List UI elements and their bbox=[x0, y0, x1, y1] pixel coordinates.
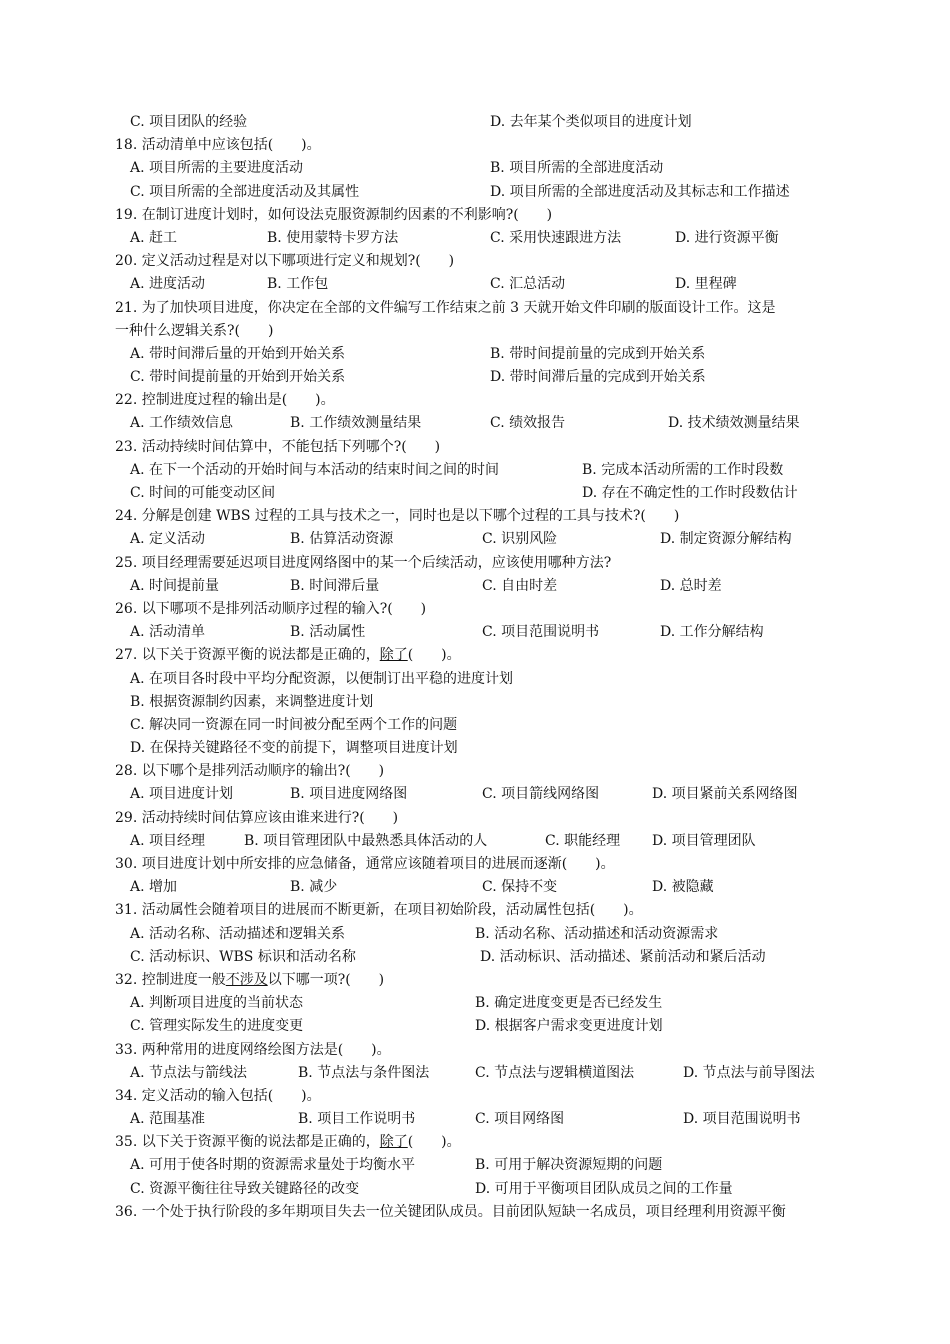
answer-option: D. 制定资源分解结构 bbox=[660, 531, 792, 548]
answer-option: C. 采用快速跟进方法 bbox=[490, 229, 622, 246]
answer-option: A. 项目经理 bbox=[130, 832, 206, 849]
option-row bbox=[0, 621, 950, 644]
answer-option: A. 时间提前量 bbox=[130, 577, 220, 594]
option-row bbox=[0, 1015, 950, 1038]
answer-option: D. 工作分解结构 bbox=[660, 624, 764, 641]
question-text: 24. 分解是创建 WBS 过程的工具与技术之一，同时也是以下哪个过程的工具与技术?( ) bbox=[115, 508, 680, 525]
answer-option: B. 工作包 bbox=[267, 276, 329, 293]
question-text: 22. 控制进度过程的输出是( )。 bbox=[115, 392, 335, 409]
option-row bbox=[0, 575, 950, 598]
question-text-part: 32. 控制进度一般 bbox=[115, 971, 226, 988]
answer-option: A. 工作绩效信息 bbox=[130, 415, 234, 432]
answer-option: C. 项目网络图 bbox=[475, 1111, 565, 1128]
answer-option: B. 活动属性 bbox=[290, 624, 366, 641]
option-row bbox=[0, 181, 950, 204]
option-row bbox=[0, 343, 950, 366]
underlined-emphasis: 除了 bbox=[379, 1134, 408, 1151]
option-row bbox=[0, 923, 950, 946]
option-row bbox=[0, 412, 950, 435]
answer-option: D. 里程碑 bbox=[675, 276, 737, 293]
option-row bbox=[0, 111, 950, 134]
answer-option: C. 识别风险 bbox=[482, 531, 558, 548]
question-text: 30. 项目进度计划中所安排的应急储备，通常应该随着项目的进展而逐渐( )。 bbox=[115, 856, 615, 872]
question-text-part: 27. 以下关于资源平衡的说法都是正确的， bbox=[115, 647, 380, 664]
answer-option: B. 项目所需的全部进度活动 bbox=[490, 160, 664, 177]
underlined-emphasis: 不涉及 bbox=[225, 971, 268, 988]
answer-option: A. 判断项目进度的当前状态 bbox=[130, 995, 304, 1012]
answer-option: C. 汇总活动 bbox=[490, 276, 566, 293]
question-text bbox=[0, 1131, 950, 1154]
answer-option: A. 范围基准 bbox=[130, 1111, 206, 1128]
question-text: 26. 以下哪项不是排列活动顺序过程的输入?( ) bbox=[115, 600, 427, 617]
option-row bbox=[0, 992, 950, 1015]
question-text-part: ( )。 bbox=[407, 1134, 461, 1151]
answer-option: D. 节点法与前导图法 bbox=[683, 1064, 815, 1081]
document-page bbox=[0, 111, 950, 1224]
answer-option: C. 资源平衡往往导致关键路径的改变 bbox=[130, 1180, 360, 1197]
answer-option: B. 带时间提前量的完成到开始关系 bbox=[490, 345, 706, 362]
answer-option: D. 项目所需的全部进度活动及其标志和工作描述 bbox=[490, 183, 790, 200]
question-text: 19. 在制订进度计划时，如何设法克服资源制约因素的不利影响?( ) bbox=[115, 206, 553, 223]
option-row bbox=[0, 273, 950, 296]
question-text: 25. 项目经理需要延迟项目进度网络图中的某一个后续活动，应该使用哪种方法? bbox=[115, 554, 612, 571]
answer-option: D. 去年某个类似项目的进度计划 bbox=[490, 114, 692, 130]
option-row bbox=[0, 1178, 950, 1201]
answer-option: B. 减少 bbox=[290, 879, 338, 896]
answer-option: C. 职能经理 bbox=[545, 832, 621, 849]
answer-option: B. 确定进度变更是否已经发生 bbox=[475, 995, 663, 1012]
answer-option: C. 保持不变 bbox=[482, 879, 558, 896]
answer-option: B. 估算活动资源 bbox=[290, 531, 394, 548]
question-text-part: 以下哪一项?( ) bbox=[267, 971, 385, 988]
question-text: 29. 活动持续时间估算应该由谁来进行?( ) bbox=[115, 809, 399, 826]
answer-option: D. 在保持关键路径不变的前提下，调整项目进度计划 bbox=[130, 740, 458, 757]
answer-option: B. 活动名称、活动描述和活动资源需求 bbox=[475, 925, 719, 942]
answer-option: C. 自由时差 bbox=[482, 577, 558, 594]
answer-option: D. 项目范围说明书 bbox=[683, 1111, 801, 1128]
answer-option: C. 时间的可能变动区间 bbox=[130, 485, 276, 501]
answer-option: A. 在项目各时段中平均分配资源，以便制订出平稳的进度计划 bbox=[130, 670, 514, 687]
answer-option: B. 根据资源制约因素，来调整进度计划 bbox=[130, 693, 374, 710]
question-text: 33. 两种常用的进度网络绘图方法是( )。 bbox=[115, 1041, 391, 1058]
answer-option: A. 节点法与箭线法 bbox=[130, 1064, 248, 1081]
answer-option: D. 存在不确定性的工作时段数估计 bbox=[582, 485, 798, 501]
answer-option: D. 根据客户需求变更进度计划 bbox=[475, 1018, 663, 1035]
answer-option: D. 项目紧前关系网络图 bbox=[652, 786, 798, 803]
question-text bbox=[0, 644, 950, 667]
answer-option: A. 项目进度计划 bbox=[130, 786, 234, 803]
option-row bbox=[0, 459, 950, 482]
answer-option: B. 使用蒙特卡罗方法 bbox=[267, 229, 399, 246]
question-text: 31. 活动属性会随着项目的进展而不断更新，在项目初始阶段，活动属性包括( )。 bbox=[115, 902, 643, 919]
question-text: 21. 为了加快项目进度，你决定在全部的文件编写工作结束之前 3 天就开始文件印刷的版面设计工作。这是 bbox=[115, 299, 776, 316]
underlined-emphasis: 除了 bbox=[379, 647, 408, 664]
option-row bbox=[0, 227, 950, 250]
answer-option: A. 活动清单 bbox=[130, 624, 206, 641]
answer-option: D. 总时差 bbox=[660, 577, 722, 594]
option-row bbox=[0, 830, 950, 853]
answer-option: C. 管理实际发生的进度变更 bbox=[130, 1018, 304, 1035]
answer-option: D. 进行资源平衡 bbox=[675, 229, 779, 246]
question-text: 18. 活动清单中应该包括( )。 bbox=[115, 137, 321, 154]
answer-option: C. 项目团队的经验 bbox=[130, 114, 248, 130]
answer-option: D. 活动标识、活动描述、紧前活动和紧后活动 bbox=[480, 948, 766, 965]
question-text bbox=[0, 969, 950, 992]
answer-option: B. 工作绩效测量结果 bbox=[290, 415, 422, 432]
answer-option: A. 进度活动 bbox=[130, 276, 206, 293]
answer-option: B. 项目工作说明书 bbox=[298, 1111, 416, 1128]
question-text: 36. 一个处于执行阶段的多年期项目失去一位关键团队成员。目前团队短缺一名成员，项目经理利用资源平衡 bbox=[115, 1203, 786, 1220]
question-text: 28. 以下哪个是排列活动顺序的输出?( ) bbox=[115, 763, 385, 780]
answer-option: C. 带时间提前量的开始到开始关系 bbox=[130, 369, 346, 386]
answer-option: B. 完成本活动所需的工作时段数 bbox=[582, 461, 784, 478]
question-text-part: ( )。 bbox=[407, 647, 461, 664]
answer-option: A. 增加 bbox=[130, 879, 178, 896]
answer-option: C. 解决同一资源在同一时间被分配至两个工作的问题 bbox=[130, 716, 458, 733]
answer-option: B. 可用于解决资源短期的问题 bbox=[475, 1157, 663, 1174]
option-row bbox=[0, 876, 950, 899]
question-text: 一种什么逻辑关系?( ) bbox=[115, 322, 274, 339]
option-row bbox=[0, 1108, 950, 1131]
answer-option: A. 带时间滞后量的开始到开始关系 bbox=[130, 345, 346, 362]
answer-option: D. 项目管理团队 bbox=[652, 832, 756, 849]
answer-option: B. 时间滞后量 bbox=[290, 577, 380, 594]
answer-option: C. 活动标识、WBS 标识和活动名称 bbox=[130, 948, 356, 965]
answer-option: A. 赶工 bbox=[130, 229, 178, 246]
question-text-part: 35. 以下关于资源平衡的说法都是正确的， bbox=[115, 1134, 380, 1151]
answer-option: A. 定义活动 bbox=[130, 531, 206, 548]
answer-option: D. 被隐藏 bbox=[652, 879, 714, 896]
question-text: 34. 定义活动的输入包括( )。 bbox=[115, 1087, 321, 1104]
option-row bbox=[0, 946, 950, 969]
answer-option: D. 技术绩效测量结果 bbox=[668, 415, 800, 432]
option-row bbox=[0, 482, 950, 505]
answer-option: B. 项目进度网络图 bbox=[290, 786, 408, 803]
option-row bbox=[0, 366, 950, 389]
answer-option: A. 可用于使各时期的资源需求量处于均衡水平 bbox=[130, 1157, 416, 1174]
answer-option: A. 在下一个活动的开始时间与本活动的结束时间之间的时间 bbox=[130, 461, 500, 478]
question-text: 20. 定义活动过程是对以下哪项进行定义和规划?( ) bbox=[115, 253, 455, 270]
option-row bbox=[0, 157, 950, 180]
option-row bbox=[0, 1154, 950, 1177]
option-row bbox=[0, 528, 950, 551]
answer-option: D. 带时间滞后量的完成到开始关系 bbox=[490, 369, 706, 386]
option-row bbox=[0, 1062, 950, 1085]
answer-option: B. 项目管理团队中最熟悉具体活动的人 bbox=[244, 832, 488, 849]
question-text: 23. 活动持续时间估算中，不能包括下列哪个?( ) bbox=[115, 438, 441, 455]
answer-option: B. 节点法与条件图法 bbox=[298, 1064, 430, 1081]
answer-option: C. 绩效报告 bbox=[490, 415, 566, 432]
answer-option: C. 节点法与逻辑横道图法 bbox=[475, 1064, 635, 1081]
answer-option: C. 项目所需的全部进度活动及其属性 bbox=[130, 183, 360, 200]
answer-option: C. 项目箭线网络图 bbox=[482, 786, 600, 803]
answer-option: C. 项目范围说明书 bbox=[482, 624, 600, 641]
answer-option: A. 项目所需的主要进度活动 bbox=[130, 160, 304, 177]
answer-option: D. 可用于平衡项目团队成员之间的工作量 bbox=[475, 1180, 733, 1197]
option-row bbox=[0, 783, 950, 806]
answer-option: A. 活动名称、活动描述和逻辑关系 bbox=[130, 925, 346, 942]
